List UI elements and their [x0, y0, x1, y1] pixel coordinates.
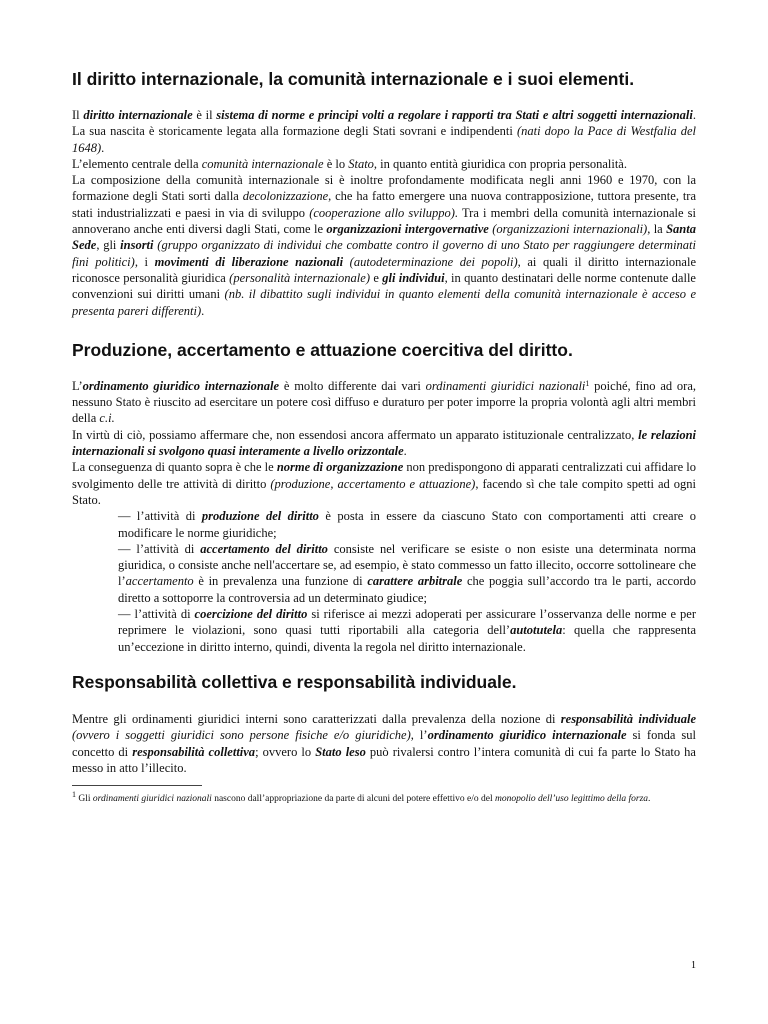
paragraph-ordinamento [72, 378, 696, 427]
text: , facendo sì che tale compito spetti ad ogni Stato. [72, 476, 696, 507]
text: , gli [96, 238, 121, 253]
term-movimenti-liberazione: movimenti di liberazione nazionali [154, 254, 344, 269]
note-dibattito: (nb. il dibattito sugli individui in quanto elementi della comunità internazionale è acceso e presenta pareri differenti) [72, 287, 696, 318]
term-diritto-internazionale: diritto internazionale [83, 108, 193, 122]
term-coercizione: coercizione del diritto [194, 607, 308, 622]
term-autotutela: autotutela [510, 623, 563, 638]
term-responsabilita-individuale: responsabilità individuale [560, 711, 696, 726]
term-comunita-internazionale: comunità internazionale [201, 156, 324, 171]
note-soggetti: (ovvero i soggetti giuridici sono persone fisiche e/o giuridiche) [72, 728, 411, 743]
footnote [72, 790, 696, 806]
term-produzione: produzione del diritto [201, 509, 319, 524]
text: Il [72, 108, 84, 122]
text: e [370, 270, 383, 285]
term: ordinamenti giuridici nazionali [92, 794, 212, 805]
text: è lo [323, 156, 349, 171]
footnote-divider [72, 785, 202, 786]
term-accertamento: accertamento del diritto [200, 541, 328, 556]
text: può rivalersi contro l’intera comunità di cui fa parte lo Stato ha messo in atto l’illecito. [72, 744, 696, 775]
note-personalita: (personalità internazionale) [229, 270, 370, 285]
paragraph-responsabilita [72, 711, 696, 776]
text: . [403, 444, 407, 459]
text: L’ [72, 378, 83, 393]
list-item [118, 508, 696, 541]
section-title-diritto-internazionale: Il diritto internazionale, la comunità internazionale e i suoi elementi. [72, 69, 635, 89]
text: non predispongono di apparati centralizzati cui affidare lo svolgimento delle tre attività di diritto [72, 460, 696, 491]
term-carattere-arbitrale: carattere arbitrale [367, 574, 463, 589]
abbr-ci: c.i. [99, 411, 115, 426]
term-stato-leso: Stato leso [315, 744, 366, 759]
note-cooperazione: (cooperazione allo sviluppo). [309, 205, 459, 220]
footnote-number: 1 [72, 790, 76, 800]
term-organizzazioni-intergovernative: organizzazioni intergovernative [326, 222, 489, 237]
text: . [201, 303, 205, 318]
text: — l’attività di [118, 607, 195, 622]
definition-text: sistema di norme e principi volti a regolare i rapporti tra Stati e altri soggetti internazionali [216, 108, 693, 122]
paragraph-composizione [72, 172, 696, 319]
term-ordinamenti-nazionali: ordinamenti giuridici nazionali [425, 378, 586, 393]
text: nascono dall’appropriazione da parte di alcuni del potere effettivo e/o del [211, 794, 495, 805]
note-organizzazioni: (organizzazioni internazionali) [488, 222, 648, 237]
text: consiste nel verificare se esiste o non esiste una determinata norma giuridica, o consiste anche nell'accertare se, ad esempio, è stato commesso un fatto illecito, occorre sottolineare che l’ [118, 541, 696, 589]
paragraph-elemento-centrale [72, 156, 696, 172]
text: è il [192, 108, 217, 122]
text: . La sua nascita è storicamente legata alla formazione degli Stati sovrani e indipendenti [72, 108, 696, 139]
text: si fonda sul concetto di [72, 728, 697, 759]
note-westfalia: (nati dopo la Pace di Westfalia del 1648) [72, 124, 696, 155]
term-individui: gli individui [382, 270, 445, 285]
text: , l’ [410, 728, 428, 743]
term-decolonizzazione: decolonizzazione [242, 189, 329, 204]
list-item [118, 606, 696, 655]
text: La conseguenza di quanto sopra è che le [72, 460, 277, 475]
text: — l’attività di [118, 541, 201, 556]
term-ordinamento-internazionale: ordinamento giuridico internazionale [427, 728, 627, 743]
text: Gli [76, 794, 93, 805]
note-insorti: (gruppo organizzato di individui che combatte contro il governo di uno Stato per raggiungere determinati fini politici) [72, 238, 696, 269]
term-stato: Stato [348, 156, 374, 171]
text: poiché, fino ad ora, nessuno Stato è riuscito ad esercitare un potere così diffuso e duraturo per poter imporre la propria volontà agli altri membri della [72, 378, 697, 426]
text: è molto differente dai vari [279, 378, 426, 393]
text: è in prevalenza una funzione di [193, 574, 368, 589]
term-norme-organizzazione: norme di organizzazione [276, 460, 404, 475]
text: , ai quali il diritto internazionale riconosce personalità giuridica [72, 254, 696, 285]
text: , i [134, 254, 155, 269]
section-title-produzione: Produzione, accertamento e attuazione coercitiva del diritto. [72, 339, 573, 360]
text: La composizione della comunità internazionale si è inoltre profondamente modificata negli anni 1960 e 1970, con la formazione degli Stati sorti dalla [72, 173, 696, 204]
text: che poggia sull’accordo tra le parti, accordo diretto a sottoporre la controversia ad un determinato giudice; [118, 574, 696, 605]
term: monopolio dell’uso legittimo della forza [494, 794, 649, 805]
term-santa-sede: Santa Sede [72, 222, 696, 253]
term-ordinamento-internazionale: ordinamento giuridico internazionale [82, 378, 280, 393]
text: ; ovvero lo [255, 744, 316, 759]
text: è posta in essere da ciascuno Stato con comportamenti atti creare o modificare le norme giuridiche; [118, 509, 696, 540]
text: L’elemento centrale della [72, 156, 202, 171]
paragraph-definizione [72, 107, 696, 156]
key-statement: le relazioni internazionali si svolgono quasi interamente a livello orizzontale [72, 427, 696, 459]
term-accertamento-italic: accertamento [125, 574, 194, 589]
text: — l’attività di [118, 509, 202, 524]
activity-list [118, 508, 696, 655]
list-item [118, 541, 696, 606]
term-responsabilita-collettiva: responsabilità collettiva [132, 744, 256, 759]
text: . [648, 794, 651, 805]
text: In virtù di ciò, possiamo affermare che, non essendosi ancora affermato un apparato istituzionale centralizzato, [72, 427, 639, 442]
text: Tra i membri della comunità internazionale si annoverano anche enti diversi dagli Stati, come le [72, 205, 696, 237]
page-number: 1 [691, 960, 696, 971]
footnote-ref[interactable]: 1 [585, 378, 590, 388]
text: , in quanto entità giuridica con propria personalità. [373, 156, 627, 171]
text: , in quanto destinatari delle norme contenute dalle convenzioni sui diritti umani [72, 270, 696, 302]
text: Mentre gli ordinamenti giuridici interni sono caratterizzati dalla prevalenza della nozione di [72, 711, 561, 726]
text: : quella che rappresenta un’eccezione in diritto interno, quindi, diventa la regola nel diritto internazionale. [118, 623, 697, 654]
text: , la [647, 222, 667, 237]
section-title-responsabilita: Responsabilità collettiva e responsabilità individuale. [72, 671, 517, 692]
paragraph-conseguenza [72, 459, 696, 508]
text: . [101, 140, 105, 155]
note-attivita: (produzione, accertamento e attuazione) [270, 476, 476, 491]
note-autodeterminazione: (autodeterminazione dei popoli) [343, 254, 518, 269]
text: , che ha fatto emergere una nuova contrapposizione, tuttora presente, tra stati industrializzati e paesi in via di sviluppo [72, 189, 697, 220]
text: si riferisce ai mezzi adoperati per assicurare l’osservanza delle norme e per reprimere le violazioni, sono quasi tutti riportabili alla categoria dell’ [118, 607, 696, 638]
paragraph-virtu [72, 427, 696, 460]
term-insorti: insorti [120, 238, 154, 253]
